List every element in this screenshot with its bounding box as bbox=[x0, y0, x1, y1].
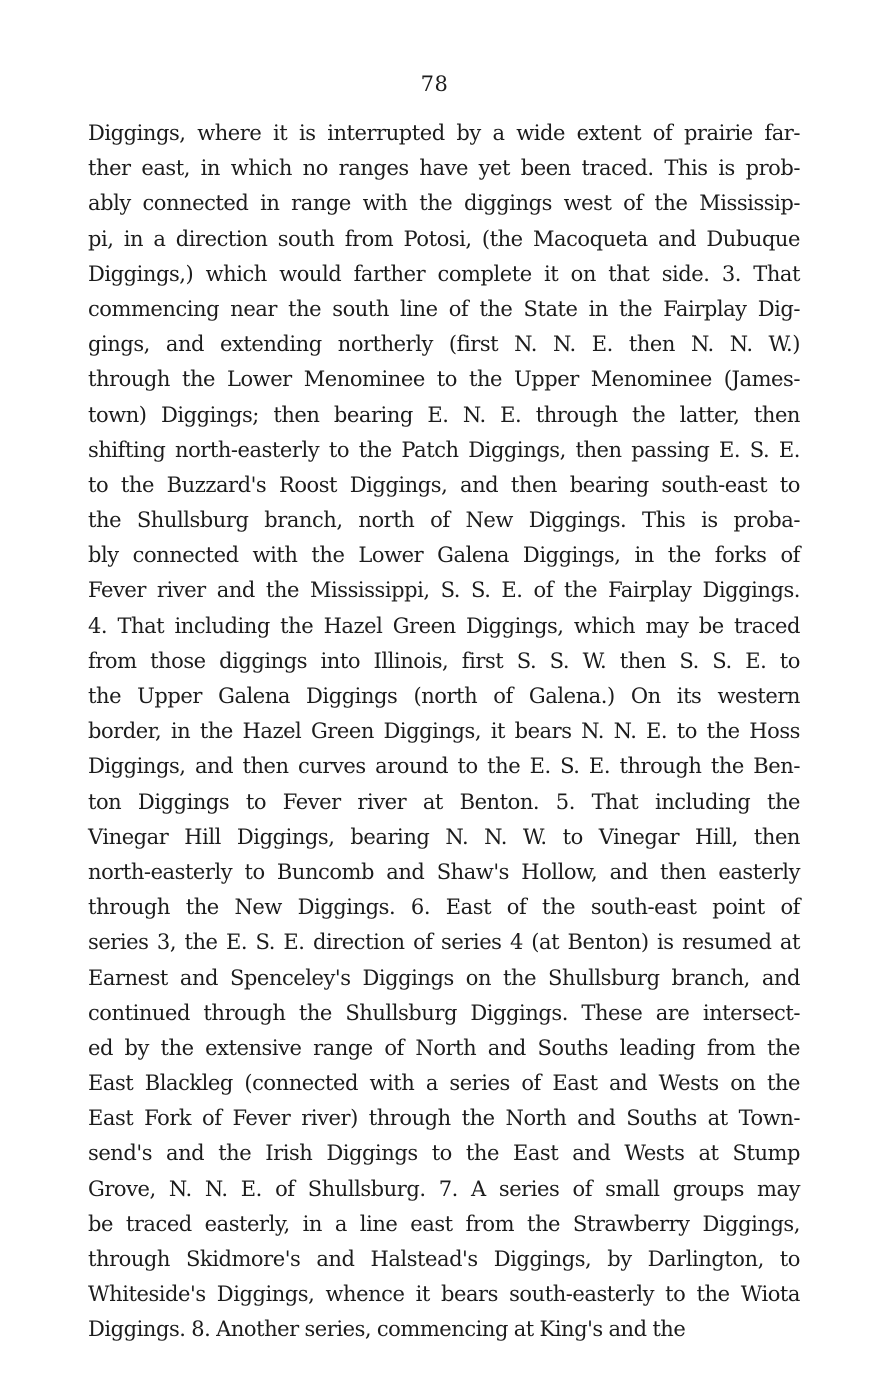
text-line: series 3, the E. S. E. direction of series 4 (at Benton) is resumed at bbox=[88, 930, 800, 955]
text-line: border, in the Hazel Green Diggings, it bears N. N. E. to the Hoss bbox=[88, 719, 800, 744]
text-line: ably connected in range with the diggings west of the Mississip- bbox=[88, 191, 800, 216]
text-line: ed by the extensive range of North and Souths leading from the bbox=[88, 1035, 800, 1060]
text-line: East Fork of Fever river) through the North and Souths at Town- bbox=[88, 1106, 800, 1131]
text-line: the Shullsburg branch, north of New Diggings. This is proba- bbox=[88, 508, 800, 533]
text-line: continued through the Shullsburg Diggings. These are intersect- bbox=[88, 1000, 800, 1025]
text-line: East Blackleg (connected with a series of East and Wests on the bbox=[88, 1071, 800, 1096]
text-line: bly connected with the Lower Galena Diggings, in the forks of bbox=[88, 543, 800, 568]
text-line: Fever river and the Mississippi, S. S. E. of the Fairplay Diggings. bbox=[88, 578, 800, 603]
text-line: ton Diggings to Fever river at Benton. 5. That including the bbox=[88, 789, 800, 814]
text-line: Diggings,) which would farther complete it on that side. 3. That bbox=[88, 261, 800, 286]
text-line: commencing near the south line of the State in the Fairplay Dig- bbox=[88, 296, 800, 321]
text-line: shifting north-easterly to the Patch Diggings, then passing E. S. E. bbox=[88, 437, 800, 462]
text-line: pi, in a direction south from Potosi, (the Macoqueta and Dubuque bbox=[88, 226, 800, 251]
text-line: through the Lower Menominee to the Upper Menominee (James- bbox=[88, 367, 800, 392]
text-line: Grove, N. N. E. of Shullsburg. 7. A series of small groups may bbox=[88, 1176, 800, 1201]
text-line: north-easterly to Buncomb and Shaw's Hollow, and then easterly bbox=[88, 859, 800, 884]
text-line: Diggings, and then curves around to the E. S. E. through the Ben- bbox=[88, 754, 800, 779]
text-line: town) Diggings; then bearing E. N. E. through the latter, then bbox=[88, 402, 800, 427]
body-text bbox=[88, 116, 800, 1348]
text-line: Vinegar Hill Diggings, bearing N. N. W. to Vinegar Hill, then bbox=[88, 824, 800, 849]
text-line: Diggings. 8. Another series, commencing at King's and the bbox=[88, 1317, 686, 1342]
text-line: through Skidmore's and Halstead's Diggings, by Darlington, to bbox=[88, 1247, 800, 1271]
text-line: to the Buzzard's Roost Diggings, and then bearing south-east to bbox=[88, 472, 800, 497]
text-line: gings, and extending northerly (first N. N. E. then N. N. W.) bbox=[88, 332, 800, 357]
text-line: ther east, in which no ranges have yet been traced. This is prob- bbox=[88, 156, 800, 181]
text-line: send's and the Irish Diggings to the East and Wests at Stump bbox=[88, 1141, 800, 1166]
text-line: 4. That including the Hazel Green Diggings, which may be traced bbox=[88, 613, 800, 638]
text-line: through the New Diggings. 6. East of the south-east point of bbox=[88, 895, 800, 920]
text-line: Earnest and Spenceley's Diggings on the Shullsburg branch, and bbox=[88, 965, 800, 990]
text-line: the Upper Galena Diggings (north of Galena.) On its western bbox=[88, 684, 800, 708]
text-line: be traced easterly, in a line east from the Strawberry Diggings, bbox=[88, 1211, 800, 1236]
text-line: from those diggings into Illinois, first S. S. W. then S. S. E. to bbox=[88, 648, 800, 673]
page-number: 78 bbox=[420, 72, 449, 96]
text-line: Whiteside's Diggings, whence it bears south-easterly to the Wiota bbox=[88, 1282, 800, 1307]
text-line: Diggings, where it is interrupted by a wide extent of prairie far- bbox=[88, 121, 800, 145]
